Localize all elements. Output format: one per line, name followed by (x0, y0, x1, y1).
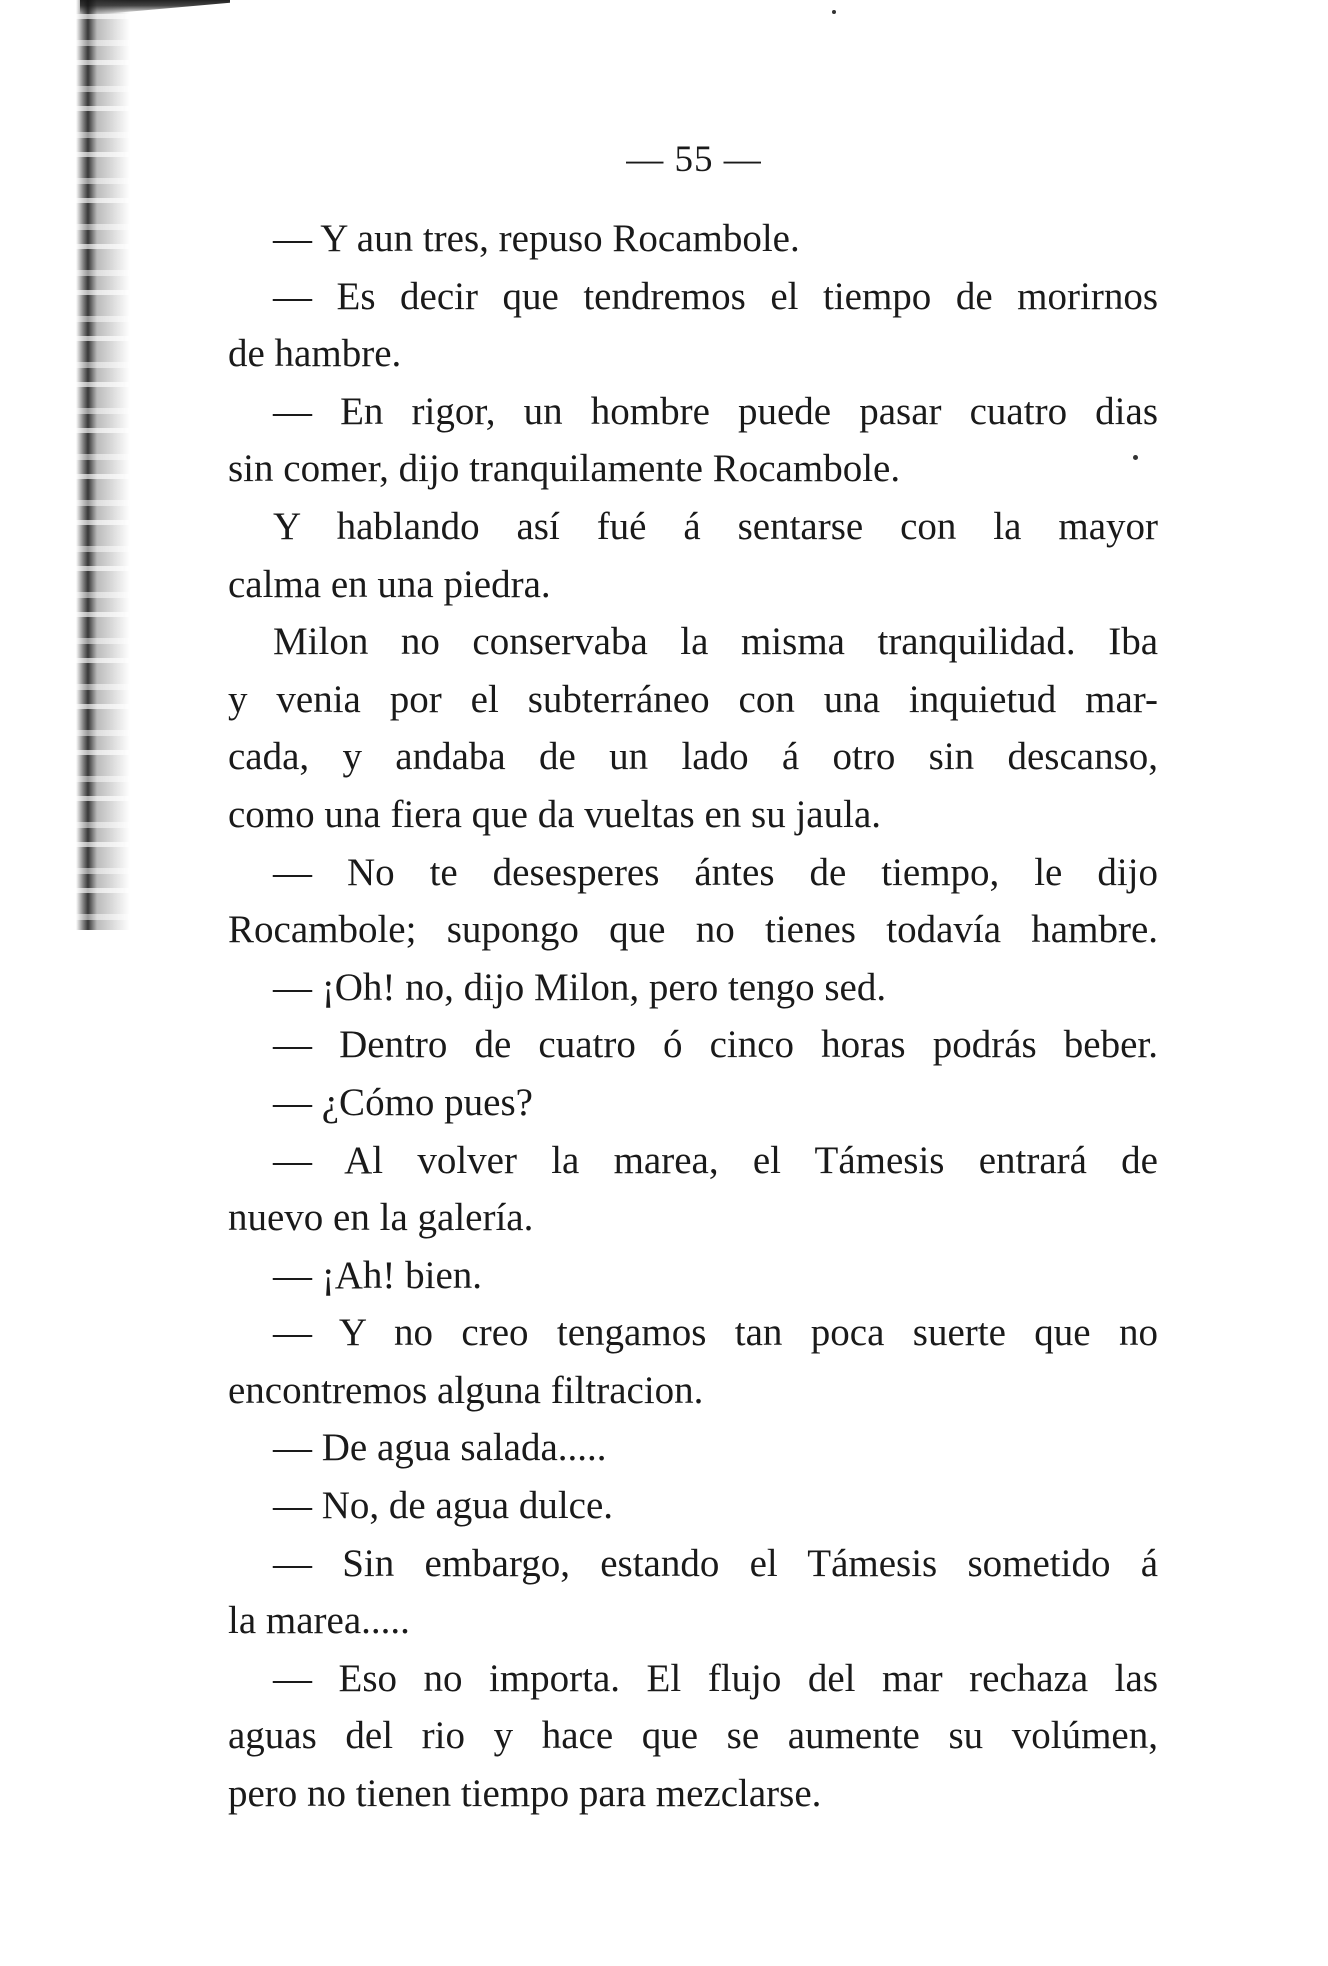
page-number: — 55 — (626, 139, 762, 180)
text-line: — Sin embargo, estando el Támesis sometido á (273, 1541, 1158, 1585)
text-line: — Eso no importa. El flujo del mar rechaza las (273, 1656, 1158, 1700)
text-line: calma en una piedra. (228, 562, 551, 606)
text-line: — No, de agua dulce. (273, 1484, 614, 1528)
text-line: — Dentro de cuatro ó cinco horas podrás beber. (273, 1023, 1158, 1067)
text-line: Y hablando así fué á sentarse con la mayor (273, 504, 1158, 548)
text-line: cada, y andaba de un lado á otro sin descanso, (228, 735, 1158, 779)
text-line: — Y aun tres, repuso Rocambole. (273, 217, 800, 260)
text-line: como una fiera que da vueltas en su jaula. (228, 792, 882, 836)
text-line: nuevo en la galería. (228, 1196, 534, 1240)
text-line: — ¿Cómo pues? (273, 1080, 533, 1124)
text-line: — Y no creo tengamos tan poca suerte que no (273, 1311, 1158, 1355)
text-line: sin comer, dijo tranquilamente Rocambole. (228, 447, 901, 491)
text-line: — ¡Ah! bien. (273, 1253, 483, 1297)
text-line: pero no tienen tiempo para mezclarse. (228, 1772, 822, 1816)
text-line: Rocambole; supongo que no tienes todavía hambre. (228, 908, 1158, 952)
text-line: encontremos alguna filtracion. (228, 1368, 704, 1412)
text-line: Milon no conservaba la misma tranquilidad. Iba (273, 620, 1158, 664)
text-line: — ¡Oh! no, dijo Milon, pero tengo sed. (273, 965, 887, 1009)
text-line: — Al volver la marea, el Támesis entrará de (273, 1138, 1158, 1182)
text-line: de hambre. (228, 332, 402, 376)
text-line: y venia por el subterráneo con una inquietud mar- (228, 677, 1158, 721)
text-line: — Es decir que tendremos el tiempo de morirnos (273, 274, 1158, 318)
scan-speck (832, 10, 836, 14)
text-line: — No te desesperes ántes de tiempo, le dijo (273, 850, 1158, 894)
text-line: la marea..... (228, 1599, 410, 1643)
text-line: aguas del rio y hace que se aumente su volúmen, (228, 1714, 1158, 1758)
text-line: — De agua salada..... (273, 1426, 607, 1470)
text-line: — En rigor, un hombre puede pasar cuatro dias (273, 389, 1158, 433)
body-text (228, 210, 1158, 1823)
